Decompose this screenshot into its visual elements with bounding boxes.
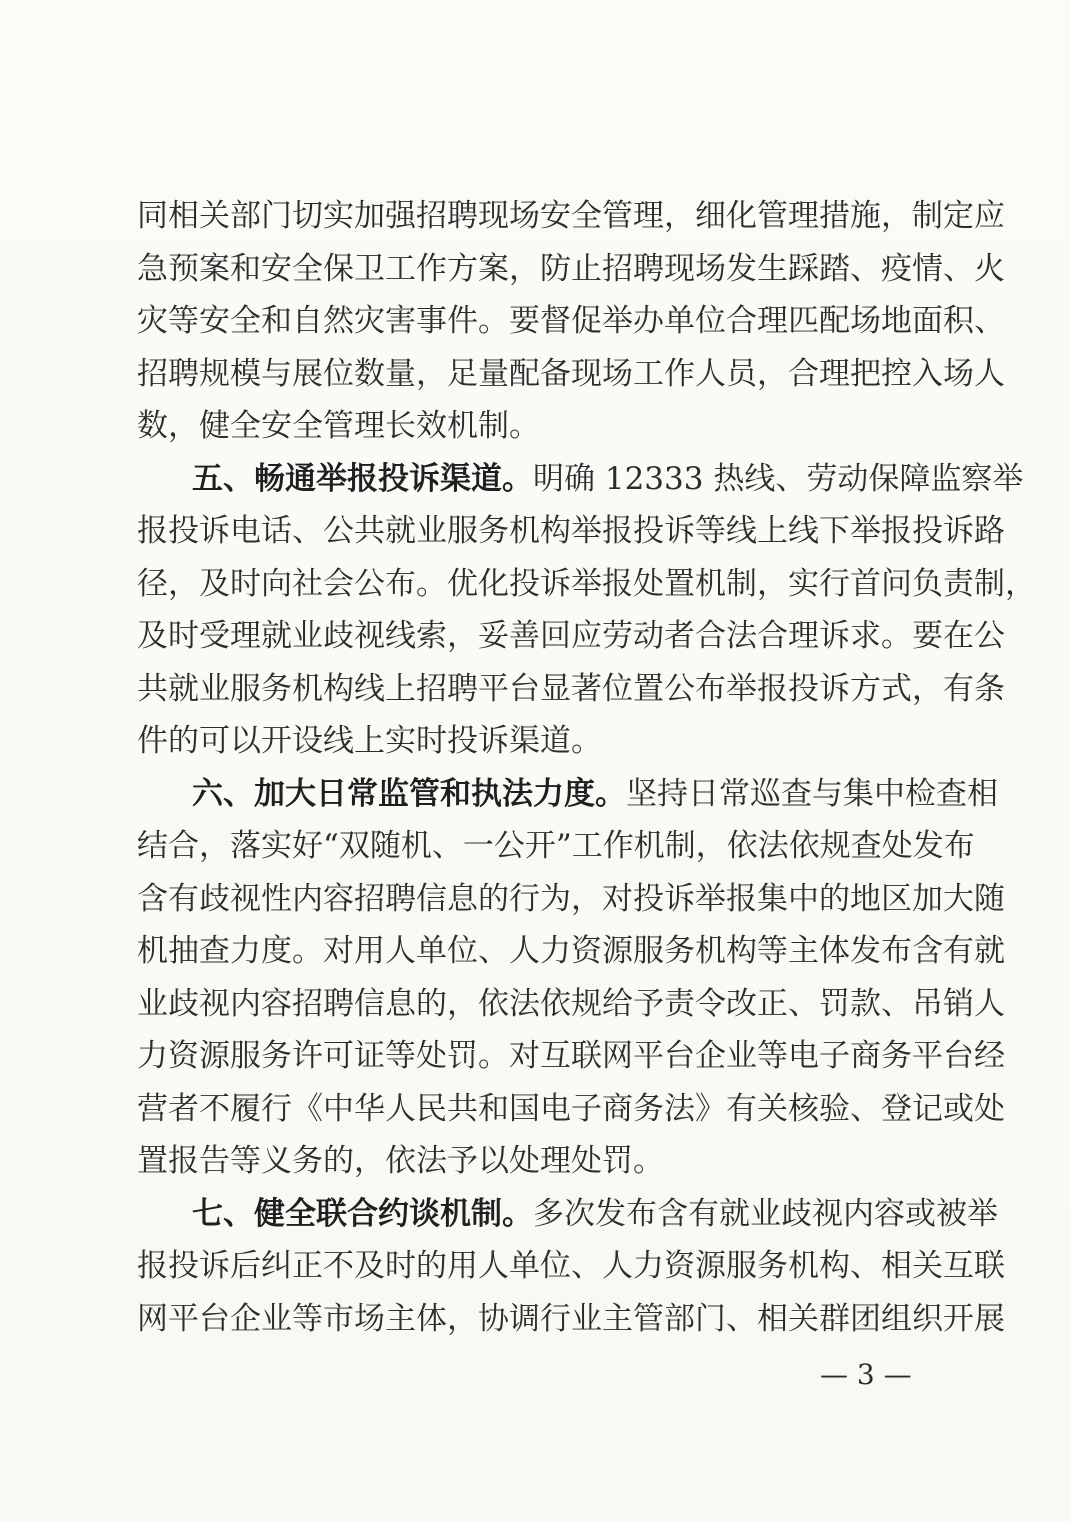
paragraph-line: 含有歧视性内容招聘信息的行为，对投诉举报集中的地区加大随: [137, 880, 1005, 917]
section-7-heading: 七、健全联合约谈机制。: [192, 1195, 533, 1232]
paragraph-line: 同相关部门切实加强招聘现场安全管理，细化管理措施，制定应: [137, 198, 1005, 234]
paragraph-line: 机抽查力度。对用人单位、人力资源服务机构等主体发布含有就: [137, 933, 1005, 969]
body-text: [137, 190, 1036, 1345]
section-5-lead-text: 明确 12333 热线、劳动保障监察举: [533, 460, 1024, 497]
paragraph-line: 网平台企业等市场主体，协调行业主管部门、相关群团组织开展: [137, 1300, 1005, 1337]
paragraph-line: 共就业服务机构线上招聘平台显著位置公布举报投诉方式，有条: [137, 670, 1005, 707]
paragraph-line: 报投诉后纠正不及时的用人单位、人力资源服务机构、相关互联: [137, 1248, 1005, 1284]
section-7-first-line: [137, 1188, 998, 1241]
section-6-heading: 六、加大日常监管和执法力度。: [192, 775, 626, 812]
paragraph-line: 力资源服务许可证等处罚。对互联网平台企业等电子商务平台经: [137, 1038, 1005, 1074]
section-5-first-line: [137, 453, 1024, 506]
paragraph-line: 结合，落实好“双随机、一公开”工作机制，依法依规查处发布: [137, 828, 975, 864]
page-number: — 3 —: [820, 1358, 912, 1391]
paragraph-line: 件的可以开设线上实时投诉渠道。: [137, 723, 602, 759]
paragraph-line: 招聘规模与展位数量，足量配备现场工作人员，合理把控入场人: [137, 355, 1005, 392]
paragraph-line: 数，健全安全管理长效机制。: [137, 408, 540, 444]
paragraph-line: 径，及时向社会公布。优化投诉举报处置机制，实行首问负责制，: [137, 565, 1036, 602]
paragraph-line: 报投诉电话、公共就业服务机构举报投诉等线上线下举报投诉路: [137, 513, 1005, 549]
paragraph-line: 营者不履行《中华人民共和国电子商务法》有关核验、登记或处: [137, 1090, 1005, 1127]
section-5-heading: 五、畅通举报投诉渠道。: [192, 460, 533, 497]
section-7-lead-text: 多次发布含有就业歧视内容或被举: [533, 1195, 998, 1232]
paragraph-line: 业歧视内容招聘信息的，依法依规给予责令改正、罚款、吊销人: [137, 985, 1005, 1022]
paragraph-line: 及时受理就业歧视线索，妥善回应劳动者合法合理诉求。要在公: [137, 618, 1005, 654]
paragraph-line: 急预案和安全保卫工作方案，防止招聘现场发生踩踏、疫情、火: [137, 250, 1005, 287]
section-6-first-line: [137, 768, 998, 821]
section-6-lead-text: 坚持日常巡查与集中检查相: [626, 775, 998, 812]
paragraph-line: 置报告等义务的，依法予以处理处罚。: [137, 1143, 664, 1179]
paragraph-line: 灾等安全和自然灾害事件。要督促举办单位合理匹配场地面积、: [137, 303, 1005, 339]
